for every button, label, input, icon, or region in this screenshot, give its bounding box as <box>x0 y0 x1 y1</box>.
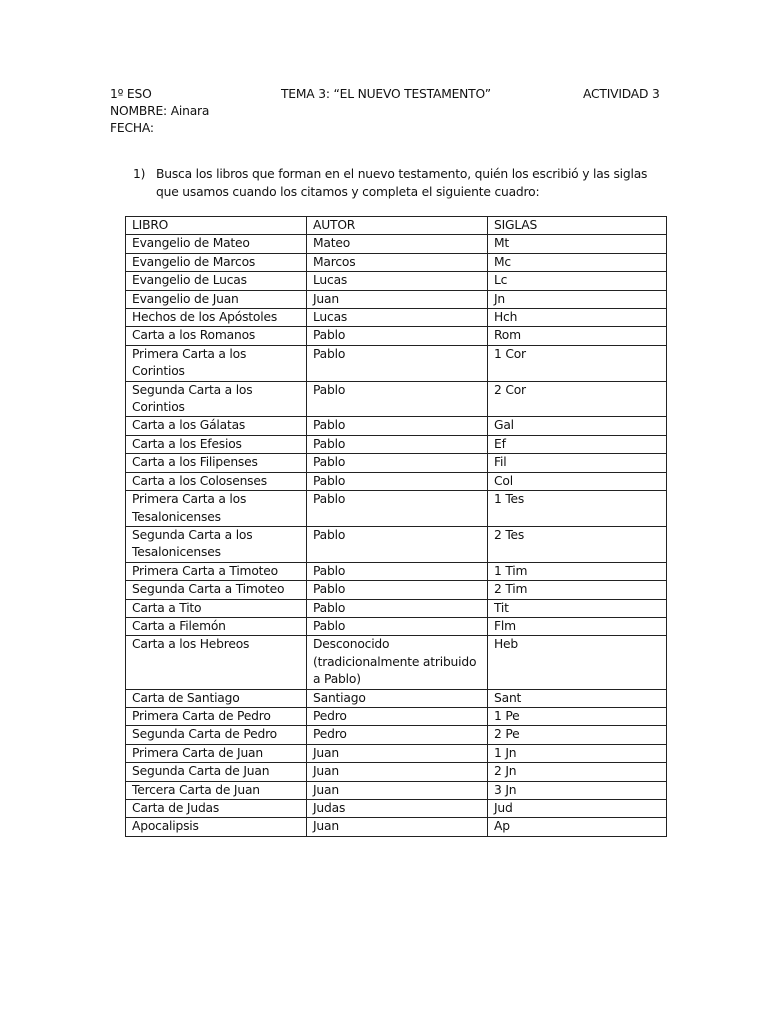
table-row <box>126 290 667 308</box>
autor-cell: Desconocido (tradicionalmente atribuido a Pablo) <box>307 636 488 689</box>
siglas-cell: 2 Cor <box>488 381 667 417</box>
autor-cell: Pablo <box>307 454 488 472</box>
autor-cell: Santiago <box>307 689 488 707</box>
question-number: 1) <box>133 167 146 181</box>
autor-cell: Lucas <box>307 309 488 327</box>
table-row <box>126 617 667 635</box>
table-row <box>126 253 667 271</box>
table-row <box>126 707 667 725</box>
libro-cell: Segunda Carta de Pedro <box>126 726 307 744</box>
libro-cell: Segunda Carta a los Tesalonicenses <box>126 526 307 562</box>
libro-cell: Carta a los Colosenses <box>126 472 307 490</box>
siglas-cell: 2 Jn <box>488 763 667 781</box>
header-left-block <box>110 86 209 137</box>
table-row <box>126 581 667 599</box>
table-row <box>126 327 667 345</box>
siglas-cell: Flm <box>488 617 667 635</box>
date-label: FECHA: <box>110 121 154 135</box>
siglas-cell: Rom <box>488 327 667 345</box>
libro-cell: Apocalipsis <box>126 818 307 836</box>
libro-cell: Carta a Tito <box>126 599 307 617</box>
siglas-cell: Fil <box>488 454 667 472</box>
libro-cell: Hechos de los Apóstoles <box>126 309 307 327</box>
table-row <box>126 800 667 818</box>
table-row <box>126 235 667 253</box>
autor-cell: Pedro <box>307 707 488 725</box>
autor-cell: Pablo <box>307 435 488 453</box>
table-row <box>126 562 667 580</box>
table-row <box>126 345 667 381</box>
autor-cell: Mateo <box>307 235 488 253</box>
siglas-cell: Jud <box>488 800 667 818</box>
libro-cell: Carta a Filemón <box>126 617 307 635</box>
table-row <box>126 526 667 562</box>
header-libro: LIBRO <box>126 217 307 235</box>
table-row <box>126 454 667 472</box>
autor-cell: Pablo <box>307 599 488 617</box>
table-row <box>126 781 667 799</box>
libro-cell: Evangelio de Mateo <box>126 235 307 253</box>
libro-cell: Primera Carta a los Tesalonicenses <box>126 491 307 527</box>
table-body <box>126 235 667 836</box>
autor-cell: Pablo <box>307 345 488 381</box>
autor-cell: Pablo <box>307 417 488 435</box>
table-row <box>126 491 667 527</box>
table-row <box>126 435 667 453</box>
libro-cell: Carta a los Efesios <box>126 435 307 453</box>
autor-cell: Pablo <box>307 581 488 599</box>
libro-cell: Segunda Carta a los Corintios <box>126 381 307 417</box>
siglas-cell: 3 Jn <box>488 781 667 799</box>
siglas-cell: Jn <box>488 290 667 308</box>
table-row <box>126 381 667 417</box>
libro-cell: Tercera Carta de Juan <box>126 781 307 799</box>
table-row <box>126 636 667 689</box>
table-row <box>126 726 667 744</box>
siglas-cell: Mt <box>488 235 667 253</box>
siglas-cell: Lc <box>488 272 667 290</box>
autor-cell: Juan <box>307 290 488 308</box>
table-header-row <box>126 217 667 235</box>
siglas-cell: Sant <box>488 689 667 707</box>
siglas-cell: Tit <box>488 599 667 617</box>
siglas-cell: Ef <box>488 435 667 453</box>
libro-cell: Segunda Carta a Timoteo <box>126 581 307 599</box>
siglas-cell: Col <box>488 472 667 490</box>
header-autor: AUTOR <box>307 217 488 235</box>
books-table <box>125 216 667 837</box>
autor-cell: Pablo <box>307 491 488 527</box>
siglas-cell: 1 Tes <box>488 491 667 527</box>
table-row <box>126 763 667 781</box>
autor-cell: Pedro <box>307 726 488 744</box>
siglas-cell: 1 Tim <box>488 562 667 580</box>
autor-cell: Pablo <box>307 526 488 562</box>
siglas-cell: Hch <box>488 309 667 327</box>
autor-cell: Marcos <box>307 253 488 271</box>
autor-cell: Lucas <box>307 272 488 290</box>
course-label: 1º ESO <box>110 87 152 101</box>
siglas-cell: Heb <box>488 636 667 689</box>
student-name: NOMBRE: Ainara <box>110 104 210 118</box>
libro-cell: Carta a los Romanos <box>126 327 307 345</box>
autor-cell: Juan <box>307 744 488 762</box>
table-row <box>126 417 667 435</box>
siglas-cell: Ap <box>488 818 667 836</box>
table-row <box>126 818 667 836</box>
libro-cell: Evangelio de Lucas <box>126 272 307 290</box>
autor-cell: Judas <box>307 800 488 818</box>
libro-cell: Primera Carta a los Corintios <box>126 345 307 381</box>
siglas-cell: 1 Cor <box>488 345 667 381</box>
autor-cell: Juan <box>307 763 488 781</box>
autor-cell: Pablo <box>307 562 488 580</box>
activity-label: ACTIVIDAD 3 <box>583 87 660 101</box>
libro-cell: Carta a los Gálatas <box>126 417 307 435</box>
libro-cell: Primera Carta a Timoteo <box>126 562 307 580</box>
header-siglas: SIGLAS <box>488 217 667 235</box>
siglas-cell: 2 Tes <box>488 526 667 562</box>
siglas-cell: 2 Pe <box>488 726 667 744</box>
table-row <box>126 599 667 617</box>
table-row <box>126 744 667 762</box>
autor-cell: Juan <box>307 818 488 836</box>
libro-cell: Evangelio de Marcos <box>126 253 307 271</box>
autor-cell: Pablo <box>307 381 488 417</box>
libro-cell: Segunda Carta de Juan <box>126 763 307 781</box>
topic-title: TEMA 3: “EL NUEVO TESTAMENTO” <box>281 87 491 101</box>
table-row <box>126 689 667 707</box>
siglas-cell: 1 Pe <box>488 707 667 725</box>
siglas-cell: Gal <box>488 417 667 435</box>
libro-cell: Carta a los Hebreos <box>126 636 307 689</box>
table-row <box>126 309 667 327</box>
question-text: Busca los libros que forman en el nuevo testamento, quién los escribió y las siglas que usamos cuando los citamos y completa el siguiente cuadro: <box>156 167 648 199</box>
table-row <box>126 272 667 290</box>
libro-cell: Primera Carta de Juan <box>126 744 307 762</box>
autor-cell: Pablo <box>307 617 488 635</box>
table-row <box>126 472 667 490</box>
siglas-cell: Mc <box>488 253 667 271</box>
libro-cell: Primera Carta de Pedro <box>126 707 307 725</box>
libro-cell: Evangelio de Juan <box>126 290 307 308</box>
libro-cell: Carta de Judas <box>126 800 307 818</box>
autor-cell: Pablo <box>307 472 488 490</box>
libro-cell: Carta a los Filipenses <box>126 454 307 472</box>
libro-cell: Carta de Santiago <box>126 689 307 707</box>
autor-cell: Juan <box>307 781 488 799</box>
siglas-cell: 1 Jn <box>488 744 667 762</box>
autor-cell: Pablo <box>307 327 488 345</box>
siglas-cell: 2 Tim <box>488 581 667 599</box>
